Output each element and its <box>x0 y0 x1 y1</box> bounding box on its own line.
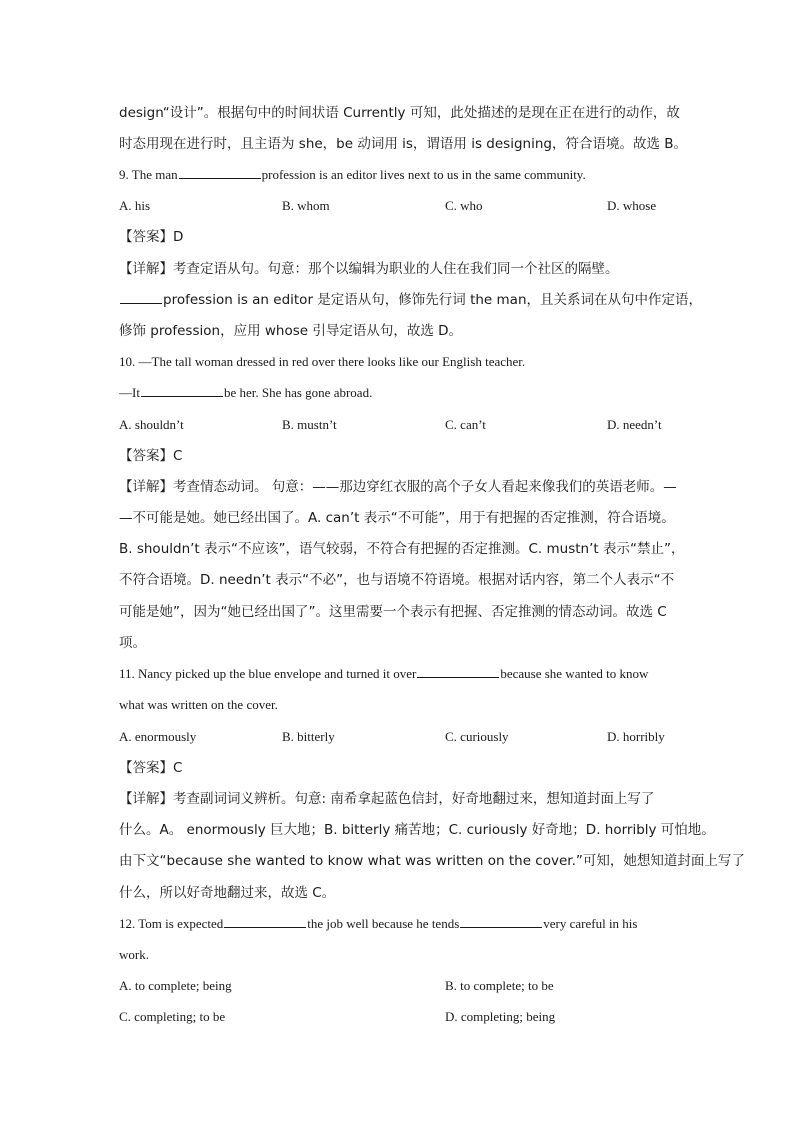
option-a: A. shouldn’t <box>119 417 184 432</box>
question-11-stem <box>119 665 648 683</box>
answer-blank <box>120 291 162 304</box>
answer-blank <box>417 665 499 678</box>
explanation-text: profession is an editor 是定语从句，修饰先行词 the man，且关系词在从句中作定语， <box>163 292 702 308</box>
question-text: 9. The man <box>119 167 178 182</box>
answer-blank <box>460 915 542 928</box>
option-c: C. completing; to be <box>119 1009 226 1024</box>
answer-blank <box>141 384 223 397</box>
explanation-line: 【详解】考查副词词义辨析。句意: 南希拿起蓝色信封，好奇地翻过来，想知道封面上写了 <box>119 791 655 807</box>
explanation-line: 【详解】考查定语从句。句意：那个以编辑为职业的人住在我们同一个社区的隔壁。 <box>119 261 619 277</box>
option-d: D. horribly <box>607 729 665 744</box>
option-c: C. who <box>445 198 483 213</box>
explanation-line: 可能是她”，因为“她已经出国了”。这里需要一个表示有把握、否定推测的情态动词。故选 C <box>119 604 667 620</box>
explanation-line: 不符合语境。D. needn’t 表示“不必”，也与语境不符语境。根据对话内容，第二个人表示“不 <box>119 572 675 588</box>
question-12-stem <box>119 915 637 933</box>
option-b: B. mustn’t <box>282 417 337 432</box>
explanation-line: 由下文“because she wanted to know what was written on the cover.”可知，她想知道封面上写了 <box>119 853 745 869</box>
option-d: D. completing; being <box>445 1009 556 1024</box>
question-text: the job well because he tends <box>307 916 460 931</box>
question-11-stem-cont: what was written on the cover. <box>119 697 278 712</box>
option-b: B. to complete; to be <box>445 978 554 993</box>
question-text: because she wanted to know <box>500 666 649 681</box>
question-text: very careful in his <box>543 916 638 931</box>
explanation-line: 修饰 profession，应用 whose 引导定语从句，故选 D。 <box>119 323 463 339</box>
option-b: B. bitterly <box>282 729 335 744</box>
question-10-reply <box>119 384 372 402</box>
explanation-line: B. shouldn’t 表示“不应该”，语气较弱，不符合有把握的否定推测。C. mustn’t 表示“禁止”， <box>119 541 685 557</box>
explanation-line <box>119 291 702 309</box>
option-d: D. whose <box>607 198 657 213</box>
explanation-line: —不可能是她。她已经出国了。A. can’t 表示“不可能”，用于有把握的否定推测，符合语境。 <box>119 510 675 526</box>
answer-blank <box>224 915 306 928</box>
question-text: 11. Nancy picked up the blue envelope and turned it over <box>119 666 417 681</box>
option-d: D. needn’t <box>607 417 662 432</box>
explanation-line: 时态用现在进行时，且主语为 she，be 动词用 is，谓语用 is designing，符合语境。故选 B。 <box>119 136 688 152</box>
explanation-line: 什么。A。 enormously 巨大地；B. bitterly 痛苦地；C. curiously 好奇地；D. horribly 可怕地。 <box>119 822 715 838</box>
explanation-line: 什么，所以好奇地翻过来，故选 C。 <box>119 885 336 901</box>
option-a: A. enormously <box>119 729 197 744</box>
answer-label: 【答案】C <box>119 448 183 464</box>
question-9-stem <box>119 166 586 184</box>
option-c: C. curiously <box>445 729 509 744</box>
answer-blank <box>179 166 261 179</box>
question-text: —It <box>119 385 140 400</box>
option-a: A. to complete; being <box>119 978 232 993</box>
explanation-line: design“设计”。根据句中的时间状语 Currently 可知，此处描述的是现在正在进行的动作，故 <box>119 105 680 121</box>
answer-label: 【答案】D <box>119 229 184 245</box>
question-12-stem-cont: work. <box>119 947 149 962</box>
option-b: B. whom <box>282 198 330 213</box>
question-10-stem: 10. —The tall woman dressed in red over there looks like our English teacher. <box>119 354 526 369</box>
option-c: C. can’t <box>445 417 486 432</box>
explanation-line: 【详解】考查情态动词。 句意：——那边穿红衣服的高个子女人看起来像我们的英语老师。— <box>119 479 677 495</box>
explanation-line: 项。 <box>119 635 146 651</box>
question-text: be her. She has gone abroad. <box>223 385 373 400</box>
question-text: profession is an editor lives next to us in the same community. <box>261 167 586 182</box>
question-text: 12. Tom is expected <box>119 916 224 931</box>
answer-label: 【答案】C <box>119 760 183 776</box>
option-a: A. his <box>119 198 151 213</box>
